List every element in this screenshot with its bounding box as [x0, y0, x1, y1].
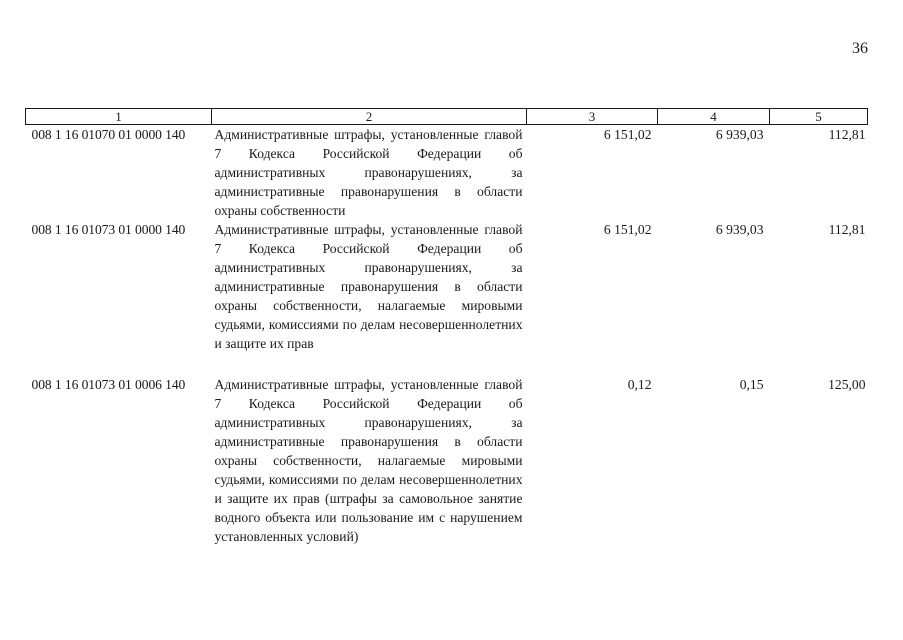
- header-col-4: 4: [658, 109, 770, 125]
- table-row: [26, 220, 868, 353]
- row-description: Административные штрафы, установленные главой 7 Кодекса Российской Федерации об административных правонарушениях, за административные правонарушения в области охраны собственности, налагаемые мировыми судьями, комиссиями по делам несовершеннолетних и защите их прав (штрафы за самовольное занятие водного объекта или пользование им с нарушением установленных условий): [214, 377, 523, 544]
- header-col-5: 5: [770, 109, 868, 125]
- row-code: 008 1 16 01073 01 0006 140: [31, 377, 186, 392]
- row-value-col5: 112,81: [828, 127, 866, 142]
- row-code: 008 1 16 01070 01 0000 140: [31, 127, 186, 142]
- table-row: [26, 125, 868, 221]
- header-col-1: 1: [26, 109, 212, 125]
- header-col-3: 3: [527, 109, 658, 125]
- budget-table: [25, 108, 868, 546]
- row-spacer: [26, 353, 868, 375]
- row-value-col4: 0,15: [739, 377, 764, 392]
- header-col-2: 2: [212, 109, 527, 125]
- row-description: Административные штрафы, установленные главой 7 Кодекса Российской Федерации об административных правонарушениях, за административные правонарушения в области охраны собственности: [214, 127, 523, 218]
- row-spacer-cell: [26, 353, 868, 375]
- row-code: 008 1 16 01073 01 0000 140: [31, 222, 186, 237]
- page-number: 36: [852, 40, 868, 57]
- row-value-col4: 6 939,03: [715, 127, 764, 142]
- row-value-col3: 0,12: [627, 377, 652, 392]
- table-body: [26, 125, 868, 547]
- row-value-col5: 125,00: [828, 377, 866, 392]
- row-value-col4: 6 939,03: [715, 222, 764, 237]
- header-row: [26, 109, 868, 125]
- table-header: [26, 109, 868, 125]
- row-description: Административные штрафы, установленные главой 7 Кодекса Российской Федерации об административных правонарушениях, за административные правонарушения в области охраны собственности, налагаемые мировыми судьями, комиссиями по делам несовершеннолетних и защите их прав: [214, 222, 523, 351]
- row-value-col5: 112,81: [828, 222, 866, 237]
- row-value-col3: 6 151,02: [603, 222, 652, 237]
- table-row: [26, 375, 868, 546]
- row-value-col3: 6 151,02: [603, 127, 652, 142]
